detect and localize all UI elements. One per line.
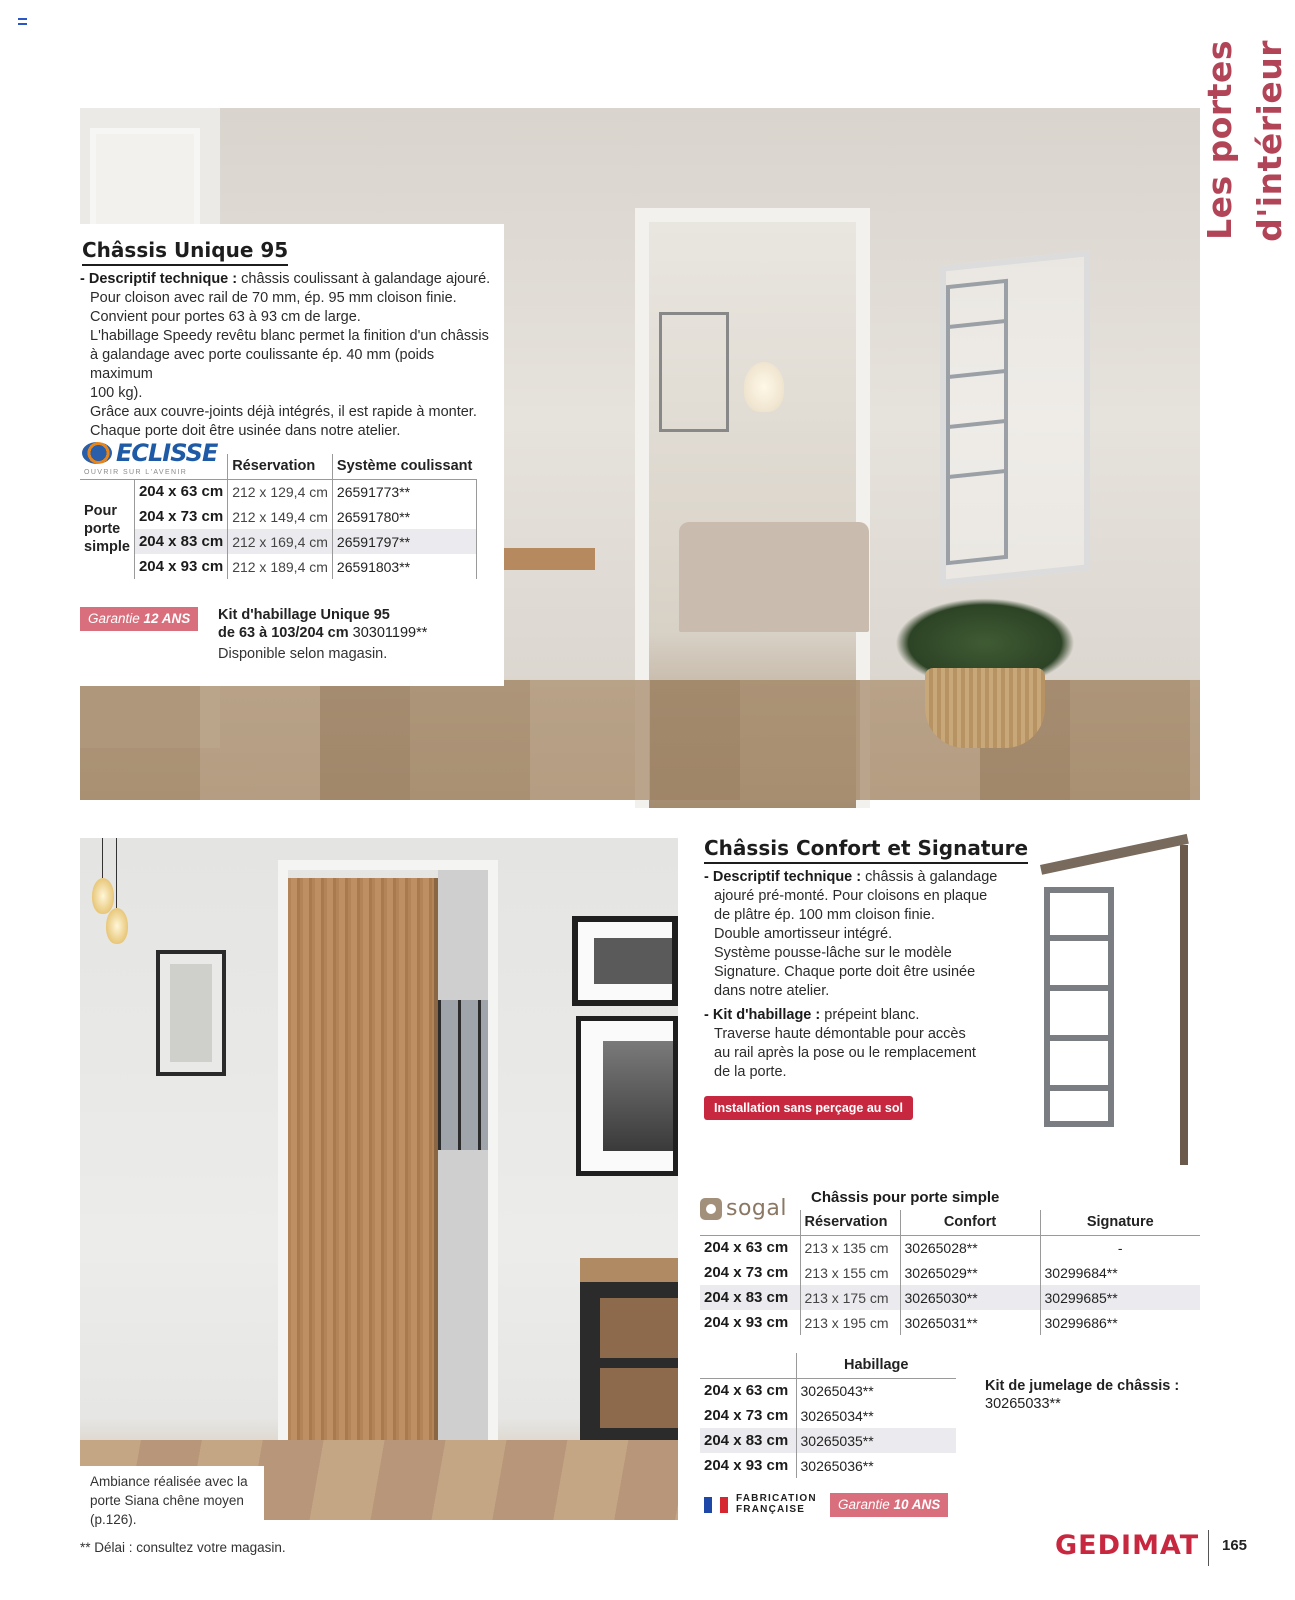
page-separator	[1208, 1530, 1209, 1566]
footnote: ** Délai : consultez votre magasin.	[80, 1540, 286, 1555]
table-row: 204 x 93 cm 212 x 189,4 cm 26591803**	[80, 554, 476, 579]
table-row: 204 x 83 cm 212 x 169,4 cm 26591797**	[80, 529, 476, 554]
technical-description: - Descriptif technique : châssis coulissant à galandage ajouré. Pour cloison avec rail de 70 mm, ép. 95 mm cloison finie. Convient pour portes 63 à 93 cm de large. L'habillage Speedy revêtu blanc permet la finition d'un châssis à galandage avec porte coulissante ép. 40 mm (poids maximum 100 kg). Grâce aux couvre-joints déjà intégrés, il est rapide à monter. Chaque porte doit être usinée dans notre atelier.	[80, 271, 491, 439]
product-card-unique-95	[80, 224, 504, 686]
gedimat-logo: GEDIMAT	[1055, 1530, 1200, 1561]
guarantee-badge: Garantie 12 ANS	[80, 607, 198, 631]
table-row: 204 x 73 cm 213 x 155 cm 30265029** 30299684**	[700, 1260, 1200, 1285]
guarantee-badge: Garantie 10 ANS	[830, 1493, 948, 1517]
page-number: 165	[1222, 1537, 1248, 1554]
eclisse-logo: ECLISSE OUVRIR SUR L'AVENIR	[84, 439, 218, 476]
technical-description: - Descriptif technique : châssis à galandage ajouré pré-monté. Pour cloisons en plaque de plâtre ép. 100 mm cloison finie. Double amortisseur intégré. Système pousse-lâche sur le modèle Signature. Chaque porte doit être usinée dans notre atelier. - Kit d'habillage : prépeint blanc. Traverse haute démontable pour accès au rail après la pose ou le remplacement de la porte.	[704, 869, 998, 1080]
table-row: Pour porte simple 204 x 63 cm 212 x 129,4 cm 26591773**	[80, 479, 476, 504]
table-row: 204 x 63 cm 30265043**	[700, 1378, 956, 1403]
chassis-unique-illustration	[940, 250, 1090, 586]
table-row: 204 x 83 cm 213 x 175 cm 30265030** 30299685**	[700, 1285, 1200, 1310]
table-title: Châssis pour porte simple	[811, 1189, 1000, 1206]
product-title: Châssis Unique 95	[82, 238, 288, 266]
chassis-confort-illustration	[1040, 845, 1190, 1165]
table-row: 204 x 73 cm 212 x 149,4 cm 26591780**	[80, 504, 476, 529]
sogal-table: Réservation Confort Signature 204 x 63 cm 213 x 135 cm 30265028** - 204 x 73 cm 213 x 155 cm 30265029** 30299684** 204 x 83 cm 213 x 175 cm 30265030** 30299685** 204 x 93 cm 213 x 195 cm 30265031** 30299686**	[700, 1210, 1200, 1335]
photo-caption: Ambiance réalisée avec la porte Siana chêne moyen (p.126).	[80, 1466, 264, 1522]
table-row: 204 x 93 cm 30265036**	[700, 1453, 956, 1478]
jumelage-kit-info: Kit de jumelage de châssis : 30265033**	[985, 1378, 1180, 1412]
product-card-confort-signature: Châssis Confort et Signature - Descriptif technique : châssis à galandage ajouré pré-monté. Pour cloisons en plaque de plâtre ép. 100 mm cloison finie. Double amortisseur intégré. Système pousse-lâche sur le modèle Signature. Chaque porte doit être usinée dans notre atelier. - Kit d'habillage : prépeint blanc. Traverse haute démontable pour accès au rail après la pose ou le remplacement de la porte. Installation sans perçage au sol sogal Châssis pour porte simple Réservation Confort Signature 204 x 63 cm 213 x 135 cm 30265028** - 204 x 73 cm 213 x 155 cm 30265029** 30299684** 204 x 83 cm 213 x 175 cm 30265030** 30299685** 204 x 93 cm 213 x 195 cm 30265031** 30299686** Habillage 204 x 63 cm 30265043** 204 x 73 cm 30265034** 204 x 83 cm 30265035** 204 x 93 cm 30265036** Kit de jumelage de châssis : 30265033** FABRICATION FRANÇAISE Garantie 10 ANS	[700, 830, 1200, 1530]
installation-badge: Installation sans perçage au sol	[704, 1096, 913, 1120]
habillage-table: Habillage 204 x 63 cm 30265043** 204 x 73 cm 30265034** 204 x 83 cm 30265035** 204 x 93 cm 30265036**	[700, 1353, 956, 1478]
table-row: 204 x 83 cm 30265035**	[700, 1428, 956, 1453]
table-row: 204 x 73 cm 30265034**	[700, 1403, 956, 1428]
section-title-vertical: Les portes d'intérieur	[1200, 40, 1289, 242]
kit-habillage-info: Kit d'habillage Unique 95 de 63 à 103/204 cm 30301199** Disponible selon magasin.	[218, 607, 428, 662]
menu-icon[interactable]	[18, 18, 27, 25]
eclisse-table: Réservation Système coulissant Pour porte simple 204 x 63 cm 212 x 129,4 cm 26591773** 204 x 73 cm 212 x 149,4 cm 26591780** 204 x 83 cm 212 x 169,4 cm 26591797** 204 x 93 cm 212 x 189,4 cm 26591803**	[80, 454, 477, 579]
product-title: Châssis Confort et Signature	[704, 836, 1028, 864]
table-row: 204 x 63 cm 213 x 135 cm 30265028** -	[700, 1235, 1200, 1260]
table-row: 204 x 93 cm 213 x 195 cm 30265031** 30299686**	[700, 1310, 1200, 1335]
interior-photo-bottom	[80, 838, 678, 1520]
french-flag-icon	[704, 1497, 728, 1513]
sogal-logo: sogal	[700, 1196, 800, 1226]
